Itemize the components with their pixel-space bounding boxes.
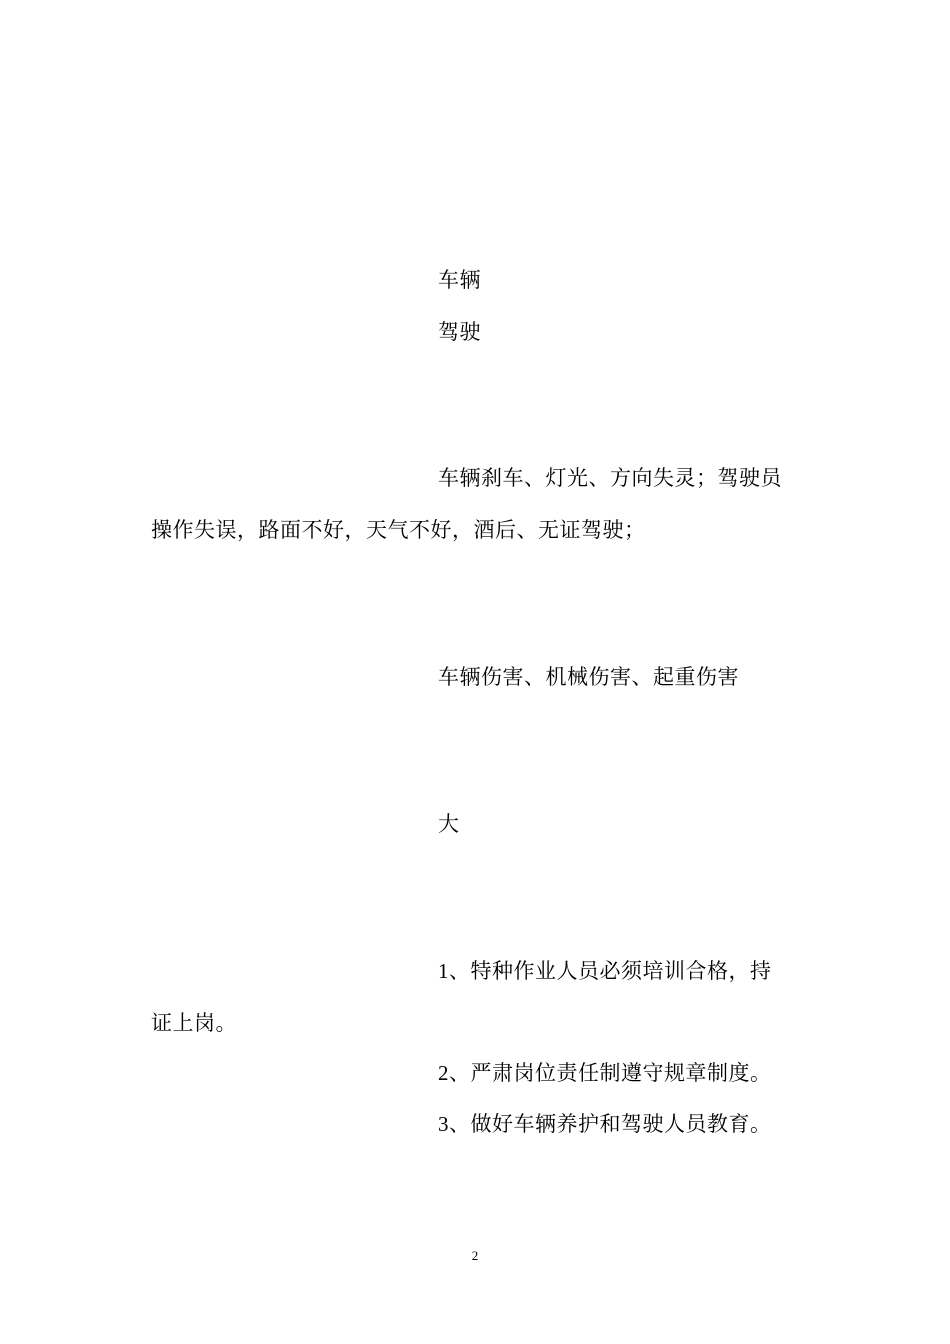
risk-level: 大 <box>438 812 460 836</box>
measure-3-line <box>438 1111 772 1137</box>
measure-1-number: 1、 <box>438 959 471 983</box>
category-line-2: 驾驶 <box>438 320 481 344</box>
measure-3-number: 3、 <box>438 1112 471 1136</box>
category-line-1: 车辆 <box>438 268 481 292</box>
measure-3-text: 做好车辆养护和驾驶人员教育。 <box>470 1112 772 1136</box>
causes-line-1: 车辆刹车、灯光、方向失灵；驾驶员 <box>438 466 782 490</box>
measure-2-text: 严肃岗位责任制遵守规章制度。 <box>470 1061 772 1085</box>
measure-2-line <box>438 1060 772 1086</box>
measure-2-number: 2、 <box>438 1061 471 1085</box>
measure-1-line-1 <box>438 958 772 984</box>
page-number: 2 <box>471 1248 479 1263</box>
hazards-text: 车辆伤害、机械伤害、起重伤害 <box>438 665 739 689</box>
measure-1-line-2: 证上岗。 <box>151 1011 237 1035</box>
causes-line-2: 操作失误，路面不好，天气不好，酒后、无证驾驶； <box>151 518 646 542</box>
measure-1-text: 特种作业人员必须培训合格，持 <box>470 959 772 983</box>
